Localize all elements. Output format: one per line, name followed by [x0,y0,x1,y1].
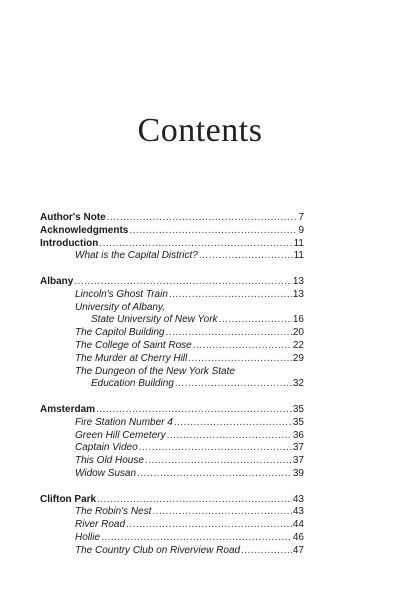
dot-leader [175,378,292,391]
dot-leader [126,519,292,532]
toc-entry-label: The Robin's Nest [75,506,152,518]
toc-entry-this-old-house [40,455,304,468]
toc-entry-capital-district [40,250,304,263]
toc-entry-label: Fire Station Number 4 [75,416,173,428]
dot-leader [145,455,292,468]
toc-entry-murder-at-cherry-hill [40,353,304,366]
dot-leader [199,250,293,263]
dot-leader [99,238,292,251]
toc-section-amsterdam [40,404,304,417]
toc-entry-page: 37 [292,455,304,467]
toc-entry-page: 13 [292,275,304,287]
toc-entry-page: 44 [292,519,304,531]
dot-leader [188,353,292,366]
table-of-contents [40,212,304,558]
toc-entry-widow-susan [40,468,304,481]
toc-entry-page: 13 [292,288,304,300]
dot-leader [193,340,292,353]
toc-entry-label: Acknowledgments [40,224,129,236]
dot-leader [101,532,292,545]
toc-entry-page: 43 [292,506,304,518]
dot-leader [167,430,292,443]
toc-entry-robins-nest [40,506,304,519]
toc-entry-label: The College of Saint Rose [75,339,192,351]
toc-entry-label: River Road [75,519,126,531]
toc-entry-label: The Country Club on Riverview Road [75,544,241,556]
toc-entry-page: 7 [298,212,304,223]
toc-entry-captain-video [40,442,304,455]
toc-entry-label: Author's Note [40,212,106,223]
toc-entry-page: 9 [298,224,304,236]
page-title: Contents [137,112,263,149]
toc-entry-page: 29 [292,352,304,364]
dot-leader [169,289,292,302]
toc-entry-page: 20 [292,327,304,339]
toc-entry-university-of-albany [40,314,304,327]
toc-entry-acknowledgments [40,225,304,238]
dot-leader [152,506,291,519]
dot-leader [139,442,292,455]
toc-entry-fire-station [40,417,304,430]
toc-entry-label: State University of New York [91,314,218,326]
toc-entry-label: Albany [40,275,74,287]
dot-leader [96,404,292,417]
dot-leader [166,327,292,340]
toc-entry-hollie [40,532,304,545]
toc-entry-education-building [40,378,304,391]
toc-entry-label: Green Hill Cemetery [75,429,166,441]
dot-leader [241,545,292,558]
toc-entry-page: 11 [293,237,304,249]
toc-entry-page: 16 [292,314,304,326]
toc-entry-page: 11 [293,250,304,262]
dot-leader [74,276,292,289]
toc-entry-label: What is the Capital District? [75,250,198,262]
toc-entry-country-club [40,545,304,558]
toc-entry-label: Hollie [75,531,101,543]
toc-entry-label: Amsterdam [40,403,96,415]
toc-entry-label: Captain Video [75,442,138,454]
toc-entry-authors-note [40,212,304,225]
dot-leader [219,314,292,327]
dot-leader [174,417,292,430]
toc-entry-page: 39 [292,467,304,479]
toc-entry-label: The Dungeon of the New York State [75,365,235,377]
toc-entry-page: 32 [292,378,304,390]
toc-entry-label: The Capitol Building [75,327,165,339]
toc-entry-page: 37 [292,442,304,454]
toc-entry-capitol-building [40,327,304,340]
toc-entry-label: This Old House [75,455,144,467]
toc-entry-label: Widow Susan [75,467,137,479]
toc-entry-label: The Murder at Cherry Hill [75,352,188,364]
dot-leader [97,494,292,507]
toc-entry-page: 47 [292,544,304,556]
toc-entry-page: 46 [292,531,304,543]
dot-leader [137,468,292,481]
toc-section-clifton-park [40,494,304,507]
toc-entry-page: 35 [292,403,304,415]
toc-section-albany [40,276,304,289]
toc-entry-page: 43 [292,493,304,505]
toc-entry-introduction [40,238,304,251]
toc-entry-college-of-saint-rose [40,340,304,353]
toc-entry-label: Introduction [40,237,99,249]
toc-entry-label: University of Albany, [75,301,166,313]
toc-entry-label: Clifton Park [40,493,97,505]
toc-entry-page: 35 [292,416,304,428]
toc-entry-label: Education Building [91,378,174,390]
toc-entry-lincolns-ghost-train [40,289,304,302]
toc-entry-river-road [40,519,304,532]
toc-entry-page: 36 [292,429,304,441]
dot-leader [129,225,297,238]
dot-leader [107,212,298,225]
toc-entry-page: 22 [292,339,304,351]
toc-entry-label: Lincoln's Ghost Train [75,288,168,300]
toc-entry-green-hill-cemetery [40,430,304,443]
